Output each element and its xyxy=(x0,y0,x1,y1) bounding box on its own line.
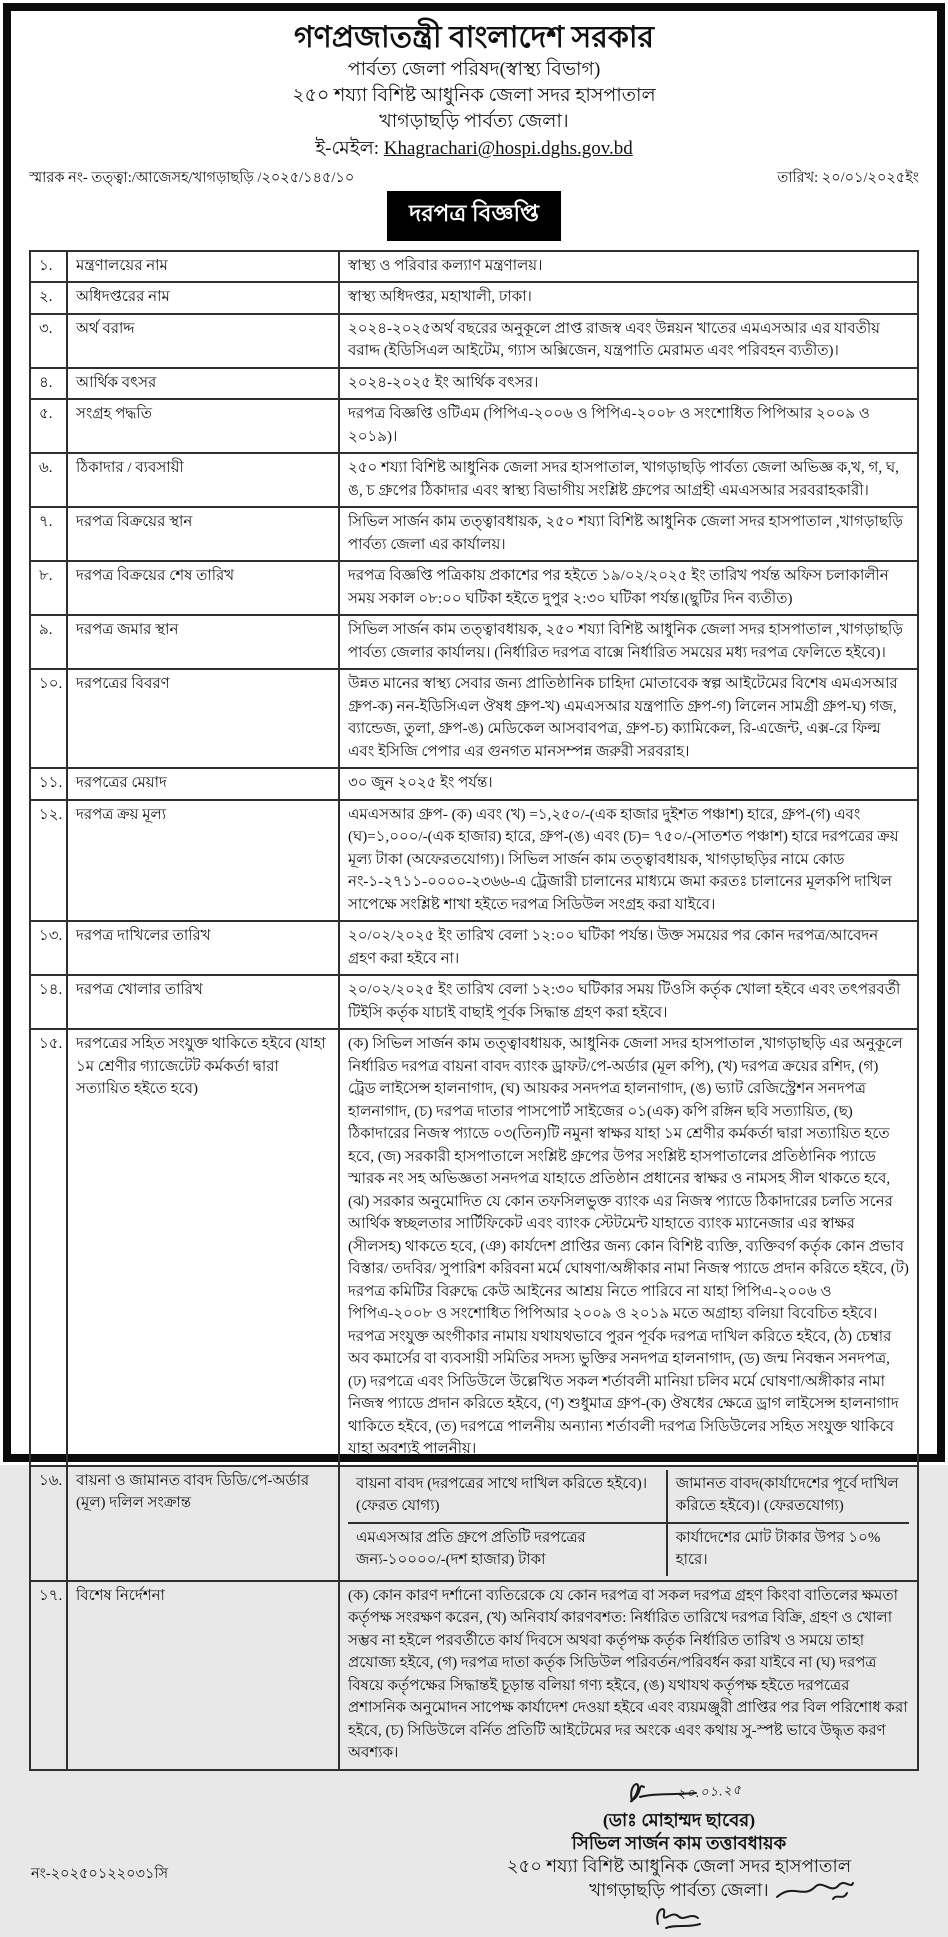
table-row xyxy=(30,921,918,975)
org-line2-text: খাগড়াছড়ি পার্বত্য জেলা। xyxy=(589,1879,769,1900)
row-label: অর্থ বরাদ্দ xyxy=(67,314,339,368)
table-row xyxy=(30,507,918,561)
row-label: অধিদপ্তরের নাম xyxy=(67,282,339,314)
row-label: দরপত্র বিক্রয়ের স্থান xyxy=(67,507,339,561)
footer-reference-number: নং-২০২৫০১২২০৩১সি xyxy=(31,1865,169,1882)
second-signature-area xyxy=(469,1900,889,1937)
memo-date-row xyxy=(29,167,919,191)
table-row xyxy=(30,669,918,768)
row-serial: ২. xyxy=(30,282,67,314)
row-label: দরপত্রের সহিত সংযুক্ত থাকিতে হইবে (যাহা ১ম শ্রেণীর গ্যাজেটেট কর্মকর্তা দ্বারা সত্যায়িত হইতে হবে) xyxy=(67,1029,339,1466)
row-value: উন্নত মানের স্বাস্থ্য সেবার জন্য প্রাতিষ্ঠানিক চাহিদা মোতাবেক স্বল্প আইটেমের বিশেষ এমএসআর গ্রুপ-ক) নন-ইডিসিএল ঔষধ গ্রুপ-খ) এমএসআর যন্ত্রপাতি গ্রুপ-গ) লিলেন সামগ্রী গ্রুপ-ঘ) গজ, ব্যান্ডেজ, তুলা, গ্রুপ-ঙ) মেডিকেল আসবাবপত্র, গ্রুপ-চ) ক্যামিকেল, রি-এজেন্ট, এক্স-রে ফিল্ম এবং ইসিজি পেপার এর গুনগত মানসম্পন্ন জরুরী সরবরাহ। xyxy=(339,669,918,768)
guarantee-amount-cell: কার্যাদেশের মোট টাকার উপর ১০% হারে। xyxy=(675,1529,881,1569)
table-row xyxy=(30,368,918,400)
row-value: স্বাস্থ্য ও পরিবার কল্যাণ মন্ত্রণালয়। xyxy=(339,251,918,283)
email-label: ই-মেইল: xyxy=(315,138,380,160)
table-row xyxy=(30,453,918,507)
table-row xyxy=(30,975,918,1029)
signatory-org-line2 xyxy=(589,1879,768,1902)
row-serial: ১১. xyxy=(30,768,67,800)
table-row xyxy=(30,1466,918,1581)
row-serial: ১০. xyxy=(30,669,67,768)
row-label: বায়না ও জামানত বাবদ ডিডি/পে-অর্ডার (মূল) দলিল সংক্রান্ত xyxy=(67,1466,339,1581)
signature-date: ২০.০১.২৫ xyxy=(676,1781,743,1801)
row-label: দরপত্র খোলার তারিখ xyxy=(67,975,339,1029)
row-label: বিশেষ নির্দেশনা xyxy=(67,1581,339,1770)
row-serial: ১. xyxy=(30,251,67,283)
signature-block xyxy=(469,1775,889,1937)
tender-table xyxy=(29,250,919,1771)
row-serial: ১৬. xyxy=(30,1466,67,1581)
row-serial: ৫. xyxy=(30,399,67,453)
row-value: (ক) কোন কারণ দর্শানো ব্যতিরেকে যে কোন দরপত্র বা সকল দরপত্র গ্রহণ কিংবা বাতিলের ক্ষমতা কর্তৃপক্ষ সংরক্ষণ করেন, (খ) অনিবার্য কারণবশত: নির্ধারিত তারিখে দরপত্র বিক্রি, গ্রহণ ও খোলা সম্ভব না হইলে পরবর্তীতে কার্য দিবসে অথবা কর্তৃপক্ষ কর্তৃক নির্ধারিত তারিখ ও সময়ে তাহা প্রযোজ্য হইবে, (গ) দরপত্র দাতা কর্তৃক সিডিউল পরিবর্তন/পরিবর্ধন করা যাইবে না (ঘ) দরপত্র বিষয়ে কর্তৃপক্ষের সিদ্ধান্তই চূড়ান্ত বলিয়া গণ্য হইবে, (ঙ) যথাযথ কর্তৃপক্ষ হইতে দরপত্রের প্রশাসনিক অনুমোদন সাপেক্ষ কার্যাদেশ দেওয়া হইবে এবং ব্যয়মঞ্জুরী প্রাপ্তির পর বিল পরিশোধ করা হইবে, (চ) সিডিউলে বর্নিত প্রতিটি আইটেমের দর অংকে এবং কথায় সু-স্পষ্ট ভাবে উদ্ধৃত করণ অবশ্যক। xyxy=(339,1581,918,1770)
row-value: এমএসআর গ্রুপ- (ক) এবং (খ) =১,২৫০/-(এক হাজার দুইশত পঞ্চাশ) হারে, গ্রুপ-(গ) এবং (ঘ)=১,০০০/-(এক হাজার) হারে, গ্রুপ-(ঙ) এবং (চ)= ৭৫০/-(সাতশত পঞ্চাশ) হারে দরপত্রের ক্রয় মূল্য টাকা (অফেরতযোগ্য)। সিভিল সার্জন কাম তত্ত্বাবধায়ক, খাগড়াছড়ির নামে কোড নং-১-২৭১১-০০০০-২৩৬৬-এ ট্রেজারী চালানের মাধ্যমে জমা করতঃ চালানের মূলকপি দাখিল সাপেক্ষে সংশ্লিষ্ট শাখা হইতে দরপত্র সিডিউল সংগ্রহ করা যাইবে। xyxy=(339,800,918,922)
row-value: ২৫০ শয্যা বিশিষ্ট আধুনিক জেলা সদর হাসপাতাল, খাগড়াছড়ি পার্বত্য জেলা অভিজ্ঞ ক,খ, গ, ঘ, ঙ, চ গ্রুপের ঠিকাদার এবং স্বাস্থ্য বিভাগীয় সংশ্লিষ্ট গ্রুপের আগ্রহী এমএসআর সরবরাহকারী। xyxy=(339,453,918,507)
row-label: দরপত্রের বিবরণ xyxy=(67,669,339,768)
email-line xyxy=(29,135,919,163)
row-value: ২০২৪-২০২৫অর্থ বছরের অনুকূলে প্রাপ্ত রাজস্ব এবং উন্নয়ন খাতের এমএসআর এর যাবতীয় বরাদ্দ (ইডিসিএল আইটেম, গ্যাস অক্সিজেন, যন্ত্রপাতি মেরামত এবং পরিবহন ব্যতীত)। xyxy=(339,314,918,368)
document-footer xyxy=(29,1775,919,1925)
row-serial: ১৭. xyxy=(30,1581,67,1770)
row-label: ঠিকাদার / ব্যবসায়ী xyxy=(67,453,339,507)
page-border-frame xyxy=(3,3,945,1900)
row-serial: ১৫. xyxy=(30,1029,67,1466)
table-row xyxy=(30,768,918,800)
row-label: মন্ত্রণালয়ের নাম xyxy=(67,251,339,283)
signatory-org-line1: ২৫০ শয্যা বিশিষ্ট আধুনিক জেলা সদর হাসপাতাল xyxy=(506,1856,852,1877)
government-title: গণপ্রজাতন্ত্রী বাংলাদেশ সরকার xyxy=(293,21,655,54)
table-row xyxy=(30,251,918,283)
row-label: দরপত্র বিক্রয়ের শেষ তারিখ xyxy=(67,561,339,615)
table-row xyxy=(30,1581,918,1770)
deposit-desc-cell: বায়না বাবদ (দরপত্রের সাথে দাখিল করিতে হইবে)। (ফেরত যোগ্য) xyxy=(348,1470,668,1524)
row-value: দরপত্র বিজ্ঞপ্তি ওটিএম (পিপিএ-২০০৬ ও পিপিএ-২০০৮ ও সংশোধিত পিপিআর ২০০৯ ও ২০১৯)। xyxy=(339,399,918,453)
row-value: ২০/০২/২০২৫ ইং তারিখ বেলা ১২:০০ ঘটিকা পর্যন্ত। উক্ত সময়ের পর কোন দরপত্র/আবেদন গ্রহণ করা হইবে না। xyxy=(339,921,918,975)
email-address: Khagrachari@hospi.dghs.gov.bd xyxy=(383,138,633,160)
department-line: পার্বত্য জেলা পরিষদ(স্বাস্থ্য বিভাগ) xyxy=(347,58,601,80)
row-value: (ক) সিভিল সার্জন কাম তত্ত্বাবধায়ক, আধুনিক জেলা সদর হাসপাতাল ,খাগড়াছড়ি এর অনুকূলে নির্ধারিত দরপত্র বায়না বাবদ ব্যাংক ড্রাফট/পে-অর্ডার (মূল কপি), (খ) দরপত্র ক্রয়ের রশিদ, (গ) ট্রেড লাইসেন্স হালনাগাদ, (ঘ) আয়কর সনদপত্র হালনাগাদ, (ঙ) ভ্যাট রেজিস্ট্রেশন সনদপত্র হালনাগাদ, (চ) দরপত্র দাতার পাসপোর্ট সাইজের ০১(এক) কপি রঙ্গিন ছবি সত্যায়িত, (ছ) ঠিকাদারের নিজস্ব প্যাডে ০৩(তিন)টি নমুনা স্বাক্ষর যাহা ১ম শ্রেণীর কর্মকর্তা দ্বারা সত্যায়িত হতে হবে, (জ) সরকারী হাসপাতালে সংশ্লিষ্ট গ্রুপের উপর সংশ্লিষ্ট হাসপাতালের প্রতিষ্ঠানিক প্যাডে স্মারক নং সহ অভিজ্ঞতা সনদপত্র যাহাতে প্রতিষ্ঠান প্রধানের স্বাক্ষর ও নামসহ সীল থাকতে হবে, (ঝ) সরকার অনুমোদিত যে কোন তফসিলভুক্ত ব্যাংক এর নিজস্ব প্যাডে ঠিকাদারের চলতি সনের আর্থিক স্বচ্ছলতার সার্টিফিকেট এবং ব্যাংক স্টেটমেন্ট যাহাতে ব্যাংক ম্যানেজার এর স্বাক্ষর (সীলসহ) থাকতে হবে, (ঞ) কার্যদেশ প্রাপ্তির জন্য কোন বিশিষ্ট ব্যক্তি, ব্যক্তিবর্গ কর্তৃক কোন প্রভাব বিস্তার/ তদবির/ সুপারিশ করিবনা মর্মে ঘোষণা/অঙ্গীকার নামা নিজস্ব প্যাডে প্রদান করিতে হইবে, (ট) দরপত্র কমিটির বিরুদ্ধে কেউ আইনের আশ্রয় নিতে পারিবে না যাহা পিপিএ-২০০৬ ও পিপিএ-২০০৮ ও সংশোধিত পিপিআর ২০০৯ ও ২০১৯ মতে অগ্রাহ্য বলিয়া বিবেচিত হইবে। দরপত্র সংযুক্ত অংগীকার নামায় যথাযথভাবে পুরন পূর্বক দরপত্র দাখিল করিতে হইবে, (ঠ) চেম্বার অব কমার্সের বা ব্যবসায়ী সমিতির সদস্য ভুক্তির সনদপত্র হালনাগাদ, (ড) জন্ম নিবন্ধন সনদপত্র, (ঢ) দরপত্রে এবং সিডিউলে উল্লেখিত সকল শর্তাবলী মানিয়া চলিব মর্মে ঘোষণা/অঙ্গীকার নামা নিজস্ব প্যাডে প্রদান করিতে হইবে, (ণ) শুধুমাত্র গ্রুপ-(ক) ঔষধের ক্ষেত্রে ড্রাগ লাইসেন্স হালনাগাদ থাকিতে হইবে, (ত) দরপত্রে পালনীয় অন্যান্য শর্তাবলী দরপত্র সিডিউলের সহিত সংযুক্ত থাকিবে যাহা অবশ্যই পালনীয়। xyxy=(339,1029,918,1466)
row-label: সংগ্রহ পদ্ধতি xyxy=(67,399,339,453)
document-header xyxy=(29,19,919,163)
district-line: খাগড়াছড়ি পার্বত্য জেলা। xyxy=(379,110,569,132)
notice-title-wrap xyxy=(29,191,919,241)
memo-number: স্মারক নং- তত্ত্বা:/আজেসহ/খাগড়াছড়ি /২০২৫/১৪৫/১০ xyxy=(29,169,355,186)
row-serial: ১৩. xyxy=(30,921,67,975)
row-serial: ১৪. xyxy=(30,975,67,1029)
notice-date: তারিখ: ২০/০১/২০২৫ইং xyxy=(777,169,919,186)
table-row xyxy=(30,615,918,669)
row-label: দরপত্র দাখিলের তারিখ xyxy=(67,921,339,975)
signatory-designation: সিভিল সার্জন কাম তত্তাবধায়ক xyxy=(571,1833,787,1854)
stamp-signature-icon xyxy=(773,1875,857,1905)
signatory-name: (ডাঃ মোহাম্মদ ছাবের) xyxy=(602,1809,756,1830)
second-signature-icon xyxy=(644,1900,714,1932)
row-serial: ৯. xyxy=(30,615,67,669)
row-label: দরপত্র ক্রয় মূল্য xyxy=(67,800,339,922)
row-label: দরপত্র জমার স্থান xyxy=(67,615,339,669)
row-value: দরপত্র বিজ্ঞপ্তি পত্রিকায় প্রকাশের পর হইতে ১৯/০২/২০২৫ ইং তারিখ পর্যন্ত অফিস চলাকালীন সময় সকাল ০৮:০০ ঘটিকা হইতে দুপুর ২:৩০ ঘটিকা পর্যন্ত।(ছুটির দিন ব্যতীত) xyxy=(339,561,918,615)
signature-top-area xyxy=(469,1775,889,1809)
row-value: স্বাস্থ্য অধিদপ্তর, মহাখালী, ঢাকা। xyxy=(339,282,918,314)
row-value-split xyxy=(339,1466,918,1581)
table-row xyxy=(30,1029,918,1466)
hospital-line: ২৫০ শয্যা বিশিষ্ট আধুনিক জেলা সদর হাসপাতাল xyxy=(292,84,656,106)
row-serial: ১২. xyxy=(30,800,67,922)
row-serial: ৩. xyxy=(30,314,67,368)
signatory-org-line2-wrap xyxy=(469,1879,889,1902)
table-row xyxy=(30,800,918,922)
row-value: সিভিল সার্জন কাম তত্ত্বাবধায়ক, ২৫০ শয্যা বিশিষ্ট আধুনিক জেলা সদর হাসপাতাল ,খাগড়াছড়ি পার্বত্য জেলার কার্যালয়। (নির্ধারিত দরপত্র বাক্সে নির্ধারিত সময়ের মধ্য দরপত্র ফেলিতে হইবে)। xyxy=(339,615,918,669)
row-serial: ৪. xyxy=(30,368,67,400)
guarantee-desc-cell: জামানত বাবদ(কার্যাদেশের পূর্বে দাখিল করিতে হইবে)। (ফেরতযোগ্য) xyxy=(668,1470,909,1524)
table-row xyxy=(30,282,918,314)
row-label: আর্থিক বৎসর xyxy=(67,368,339,400)
table-row xyxy=(30,561,918,615)
row-value: ২০২৪-২০২৫ ইং আর্থিক বৎসর। xyxy=(339,368,918,400)
table-row xyxy=(30,314,918,368)
row-value: ২০/০২/২০২৫ ইং তারিখ বেলা ১২:৩০ ঘটিকার সময় টিওসি কর্তৃক খোলা হইবে এবং তৎপরবর্তী টিইসি কর্তৃক যাচাই বাছাই পূর্বক সিদ্ধান্ত গ্রহণ করা হইবে। xyxy=(339,975,918,1029)
row-label: দরপত্রের মেয়াদ xyxy=(67,768,339,800)
notice-title: দরপত্র বিজ্ঞপ্তি xyxy=(387,191,561,241)
row-value: সিভিল সার্জন কাম তত্ত্বাবধায়ক, ২৫০ শয্যা বিশিষ্ট আধুনিক জেলা সদর হাসপাতাল ,খাগড়াছড়ি পার্বত্য জেলা এর কার্যালয়। xyxy=(339,507,918,561)
row-serial: ৮. xyxy=(30,561,67,615)
deposit-amount-cell: এমএসআর প্রতি গ্রুপে প্রতিটি দরপত্রের জন্য-১০০০০/-(দশ হাজার) টাকা xyxy=(348,1524,668,1576)
row-serial: ৭. xyxy=(30,507,67,561)
table-row xyxy=(30,399,918,453)
row-value: ৩০ জুন ২০২৫ ইং পর্যন্ত। xyxy=(339,768,918,800)
row-serial: ৬. xyxy=(30,453,67,507)
deposit-guarantee-grid xyxy=(348,1470,909,1576)
